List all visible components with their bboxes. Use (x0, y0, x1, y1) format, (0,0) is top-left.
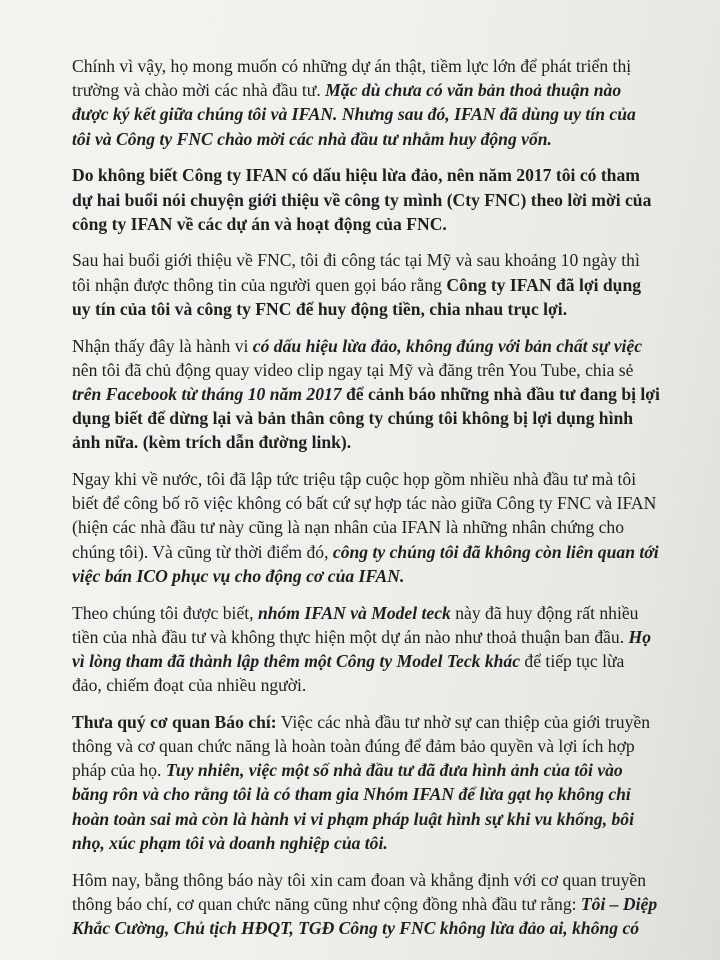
text-run: Ngay khi về nước, tôi đã lập tức triệu tập cuộc họp gồm nhiều nhà đầu tư mà tôi (72, 469, 637, 490)
text-line (72, 430, 692, 454)
text-run: Công ty IFAN đã lợi dụng (446, 274, 642, 295)
text-run: biết để công bố rõ việc không có bất cứ sự hợp tác nào giữa Công ty FNC và IFAN (72, 493, 657, 514)
text-run: Theo chúng tôi được biết, (72, 602, 258, 623)
text-line (72, 467, 692, 491)
text-run: Hôm nay, bằng thông báo này tôi xin cam đoan và khẳng định với cơ quan truyền (72, 869, 646, 890)
text-line (72, 868, 692, 892)
text-line (72, 188, 692, 212)
text-run: Tuy nhiên, việc một số nhà đầu tư đã đưa hình ảnh của tôi vào (165, 760, 623, 781)
text-line (72, 273, 692, 297)
text-run: dự hai buổi nói chuyện giới thiệu về công ty mình (Cty FNC) theo lời mời của (72, 189, 652, 210)
text-run: trường và chào mời các nhà đầu tư. (72, 80, 326, 101)
text-line (72, 358, 692, 382)
paragraph (72, 54, 692, 151)
text-line (72, 297, 692, 321)
paragraph (72, 248, 692, 321)
text-run: đảo, chiếm đoạt của nhiều người. (72, 675, 307, 696)
text-line (72, 601, 692, 625)
text-run: công ty IFAN về các dự án và hoạt động của FNC. (72, 213, 447, 234)
text-run: chúng tôi). Và cũng từ thời điểm đó, (72, 541, 333, 562)
text-run: Do không biết Công ty IFAN có dấu hiệu lừa đảo, nên năm 2017 tôi có tham (72, 165, 640, 186)
text-run: dụng biết để dừng lại và bản thân công ty chúng tôi không bị lợi dụng hình (72, 408, 634, 429)
paragraph (72, 334, 692, 455)
text-run: pháp của họ. (72, 760, 166, 781)
text-run: được ký kết giữa chúng tôi và IFAN. Nhưng sau đó, IFAN đã dùng uy tín của (72, 104, 636, 125)
text-run: vì lòng tham đã thành lập thêm một Công ty Model Teck khác (72, 650, 521, 671)
paragraph (72, 868, 692, 941)
text-run: tôi và Công ty FNC chào mời các nhà đầu tư nhằm huy động vốn. (72, 128, 552, 149)
text-run: Khắc Cường, Chủ tịch HĐQT, TGĐ Công ty FNC không lừa đảo ai, không có (72, 918, 640, 938)
text-line (72, 831, 692, 855)
text-line (72, 564, 692, 588)
text-run: Thưa quý cơ quan Báo chí: (72, 711, 277, 732)
text-line (72, 916, 692, 940)
text-line (72, 491, 692, 515)
text-line (72, 102, 692, 126)
text-run: thông báo chí, cơ quan chức năng cũng như cộng đồng nhà đầu tư rằng: (72, 893, 581, 914)
text-run: tôi nhận được thông tin của người quen gọi báo rằng (72, 274, 447, 295)
text-line (72, 334, 692, 358)
text-line (72, 78, 692, 102)
text-run: Họ (628, 626, 652, 647)
text-line (72, 673, 692, 697)
text-line (72, 54, 692, 78)
text-line (72, 649, 692, 673)
paragraph (72, 467, 692, 588)
text-line (72, 212, 692, 236)
text-run: nên tôi đã chủ động quay video clip ngay tại Mỹ và đăng trên You Tube, chia sẻ (72, 359, 634, 380)
text-run: Chính vì vậy, họ mong muốn có những dự án thật, tiềm lực lớn để phát triển thị (72, 56, 632, 76)
text-run: việc bán ICO phục vụ cho động cơ của IFAN. (72, 565, 405, 586)
text-run: Việc các nhà đầu tư nhờ sự can thiệp của giới truyền (276, 711, 650, 732)
text-run: để tiếp tục lừa (520, 650, 625, 671)
text-line (72, 758, 692, 782)
text-line (72, 807, 692, 831)
paragraph (72, 601, 692, 698)
text-line (72, 710, 692, 734)
text-run: ảnh nữa. (kèm trích dẫn đường link). (72, 432, 352, 453)
text-line (72, 248, 692, 272)
text-line (72, 540, 692, 564)
text-run: thông và cơ quan chức năng là hoàn toàn đúng để đảm bảo quyền và lợi ích hợp (72, 736, 635, 757)
text-run: hoàn toàn sai mà còn là hành vi vi phạm pháp luật hình sự khi vu khống, bôi (72, 808, 634, 829)
document-body (72, 54, 692, 953)
text-run: Mặc dù chưa có văn bản thoả thuận nào (325, 80, 622, 101)
text-run: nhóm IFAN và Model teck (257, 602, 451, 623)
text-run: này đã huy động rất nhiều (450, 602, 639, 623)
text-run: công ty chúng tôi đã không còn liên quan tới (332, 541, 659, 562)
text-line (72, 406, 692, 430)
paragraph (72, 163, 692, 236)
text-line (72, 782, 692, 806)
text-run: Tôi – Diệp (580, 893, 658, 914)
text-line (72, 163, 692, 187)
text-run: (hiện các nhà đầu tư này cũng là nạn nhân của IFAN là những nhân chứng cho (72, 517, 625, 538)
text-line (72, 127, 692, 151)
text-run: Nhận thấy đây là hành vi (72, 335, 253, 356)
text-run: tiền của nhà đầu tư và không thực hiện một dự án nào như thoả thuận ban đầu. (72, 626, 629, 647)
text-run: trên Facebook từ tháng 10 năm 2017 (72, 383, 342, 404)
text-run: nhọ, xúc phạm tôi và doanh nghiệp của tôi. (72, 832, 388, 853)
text-line (72, 892, 692, 916)
text-run: băng rôn và cho rằng tôi là có tham gia Nhóm IFAN để lừa gạt họ không chỉ (72, 784, 631, 805)
text-run: để cảnh báo những nhà đầu tư đang bị lợi (341, 383, 660, 404)
text-run: Sau hai buổi giới thiệu về FNC, tôi đi công tác tại Mỹ và sau khoảng 10 ngày thì (72, 250, 640, 271)
text-line (72, 625, 692, 649)
text-line (72, 734, 692, 758)
paragraph (72, 710, 692, 855)
text-line (72, 515, 692, 539)
text-run: có dấu hiệu lừa đảo, không đúng với bản chất sự việc (252, 335, 643, 356)
text-line (72, 382, 692, 406)
text-run: uy tín của tôi và công ty FNC để huy động tiền, chia nhau trục lợi. (72, 298, 568, 319)
